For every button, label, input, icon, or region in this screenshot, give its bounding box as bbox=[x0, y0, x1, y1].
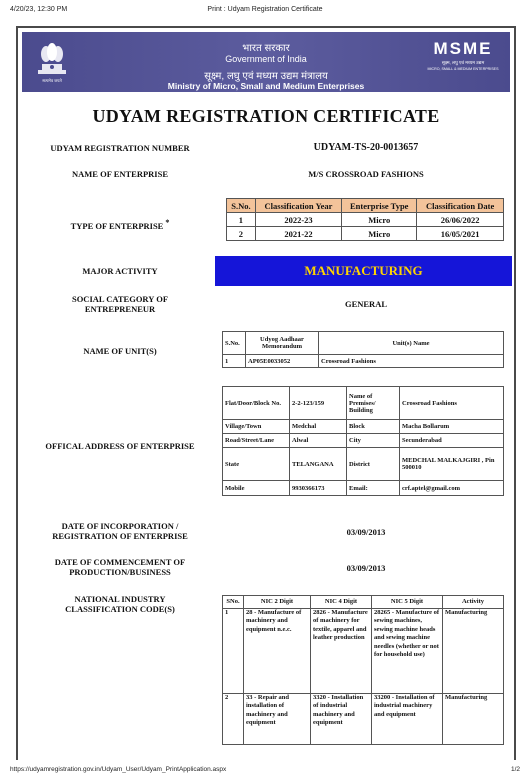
incorporation-label-line2: REGISTRATION OF ENTERPRISE bbox=[52, 531, 188, 541]
classification-header: Classification Date bbox=[417, 199, 504, 213]
enterprise-name-label: NAME OF ENTERPRISE bbox=[71, 169, 169, 179]
state-label: State bbox=[223, 448, 290, 481]
banner-hindi-country: भारत सरकार bbox=[242, 43, 290, 54]
email-value: crf.aptel@gmail.com bbox=[400, 481, 504, 496]
nic-table bbox=[222, 595, 504, 745]
nic-header: SNo. bbox=[223, 596, 244, 609]
msme-logo bbox=[426, 40, 500, 71]
address-label: OFFICAL ADDRESS OF ENTERPRISE bbox=[45, 441, 195, 451]
banner-ministry: Ministry of Micro, Small and Medium Enterprises bbox=[167, 81, 365, 91]
certificate-title: UDYAM REGISTRATION CERTIFICATE bbox=[92, 106, 440, 126]
social-label-line1: SOCIAL CATEGORY OF bbox=[71, 294, 169, 304]
village-label: Village/Town bbox=[223, 420, 290, 434]
flat-value: 2-2-123/159 bbox=[290, 387, 347, 420]
activity-value: MANUFACTURING bbox=[215, 256, 512, 286]
nic-header: NIC 2 Digit bbox=[244, 596, 311, 609]
table-row bbox=[223, 420, 504, 434]
table-row bbox=[223, 387, 504, 420]
table-cell: Micro bbox=[342, 213, 417, 227]
district-value: MEDCHAL MALKAJGIRI , Pin 500010 bbox=[400, 448, 504, 481]
table-row bbox=[223, 355, 504, 368]
classification-table bbox=[226, 198, 504, 241]
nic-label-line1: NATIONAL INDUSTRY bbox=[74, 594, 166, 604]
premises-label: Name of Premises/ Building bbox=[347, 387, 400, 420]
units-header: Unit(s) Name bbox=[319, 332, 504, 355]
table-cell: Manufacturing bbox=[443, 694, 504, 745]
city-value: Secunderabad bbox=[400, 434, 504, 448]
msme-english: MICRO, SMALL & MEDIUM ENTERPRISES bbox=[427, 67, 499, 71]
email-label: Email: bbox=[347, 481, 400, 496]
table-row bbox=[223, 481, 504, 496]
road-value: Alwal bbox=[290, 434, 347, 448]
block-label: Block bbox=[347, 420, 400, 434]
type-label bbox=[22, 218, 218, 231]
emblem-caption: सत्यमेव जयते bbox=[42, 78, 62, 83]
table-cell: 28 - Manufacture of machinery and equipment n.e.c. bbox=[244, 609, 311, 694]
table-cell: 1 bbox=[223, 609, 244, 694]
flat-label: Flat/Door/Block No. bbox=[223, 387, 290, 420]
commencement-label-line2: PRODUCTION/BUSINESS bbox=[69, 567, 171, 577]
table-cell: 2 bbox=[227, 227, 256, 241]
classification-header-row bbox=[227, 199, 504, 213]
mobile-value: 9930366173 bbox=[290, 481, 347, 496]
units-label: NAME OF UNIT(S) bbox=[83, 346, 157, 356]
incorporation-label-line1: DATE OF INCORPORATION / bbox=[61, 521, 179, 531]
city-label: City bbox=[347, 434, 400, 448]
social-category-value: GENERAL bbox=[344, 299, 388, 309]
commencement-date: 03/09/2013 bbox=[346, 563, 386, 573]
table-cell: 2 bbox=[223, 694, 244, 745]
nic-header: NIC 4 Digit bbox=[311, 596, 372, 609]
premises-value: Crossroad Fashions bbox=[400, 387, 504, 420]
nic-header: NIC 5 Digit bbox=[372, 596, 443, 609]
state-value: TELANGANA bbox=[290, 448, 347, 481]
table-cell: 33 - Repair and installation of machinery and equipment bbox=[244, 694, 311, 745]
type-label-text: TYPE OF ENTERPRISE bbox=[70, 220, 164, 231]
certificate bbox=[16, 26, 516, 760]
table-cell: 1 bbox=[223, 355, 246, 368]
table-row bbox=[223, 609, 504, 694]
units-table bbox=[222, 331, 504, 368]
nic-header: Activity bbox=[443, 596, 504, 609]
print-header bbox=[10, 6, 520, 18]
table-row bbox=[223, 448, 504, 481]
print-datetime: 4/20/23, 12:30 PM bbox=[10, 6, 68, 13]
table-row bbox=[223, 434, 504, 448]
banner-govt: Government of India bbox=[225, 54, 307, 64]
table-row bbox=[227, 213, 504, 227]
units-header-row bbox=[223, 332, 504, 355]
print-url: https://udyamregistration.gov.in/Udyam_User/Udyam_PrintApplication.aspx bbox=[10, 766, 227, 773]
incorporation-label bbox=[22, 521, 218, 541]
units-header: S.No. bbox=[223, 332, 246, 355]
commencement-label bbox=[22, 557, 218, 577]
table-cell: Manufacturing bbox=[443, 609, 504, 694]
table-cell: 16/05/2021 bbox=[417, 227, 504, 241]
road-label: Road/Street/Lane bbox=[223, 434, 290, 448]
type-label-star: * bbox=[165, 218, 170, 227]
units-header: Udyog Aadhaar Memorandum bbox=[246, 332, 319, 355]
enterprise-name-value: M/S CROSSROAD FASHIONS bbox=[308, 169, 424, 179]
nic-header-row bbox=[223, 596, 504, 609]
banner-hindi-ministry: सूक्ष्म, लघु एवं मध्यम उद्यम मंत्रालय bbox=[204, 71, 328, 82]
reg-no-label: UDYAM REGISTRATION NUMBER bbox=[50, 143, 190, 153]
table-cell: 33200 - Installation of industrial machinery and equipment bbox=[372, 694, 443, 745]
village-value: Medchal bbox=[290, 420, 347, 434]
msme-logo-text: MSME bbox=[433, 39, 493, 58]
table-cell: 3320 - Installation of industrial machinery and equipment bbox=[311, 694, 372, 745]
reg-no-value: UDYAM-TS-20-0013657 bbox=[313, 142, 419, 153]
print-footer bbox=[10, 766, 520, 776]
table-cell: 2826 - Manufacture of machinery for textile, apparel and leather production bbox=[311, 609, 372, 694]
table-cell: AP05E0033052 bbox=[246, 355, 319, 368]
nic-label bbox=[22, 594, 218, 614]
classification-header: Enterprise Type bbox=[342, 199, 417, 213]
print-page-number: 1/2 bbox=[510, 766, 520, 773]
ministry-banner bbox=[22, 32, 510, 92]
social-category-label bbox=[22, 294, 218, 314]
mobile-label: Mobile bbox=[223, 481, 290, 496]
table-cell: 2021-22 bbox=[255, 227, 341, 241]
table-row bbox=[227, 227, 504, 241]
social-label-line2: ENTREPRENEUR bbox=[84, 304, 156, 314]
district-label: District bbox=[347, 448, 400, 481]
commencement-label-line1: DATE OF COMMENCEMENT OF bbox=[54, 557, 186, 567]
table-row bbox=[223, 694, 504, 745]
block-value: Macha Bollarum bbox=[400, 420, 504, 434]
nic-label-line2: CLASSIFICATION CODE(S) bbox=[65, 604, 175, 614]
classification-header: Classification Year bbox=[255, 199, 341, 213]
table-cell: Micro bbox=[342, 227, 417, 241]
table-cell: 1 bbox=[227, 213, 256, 227]
table-cell: 28265 - Manufacture of sewing machines, sewing machine heads and sewing machine needles (whether or not for household use) bbox=[372, 609, 443, 694]
table-cell: Crossroad Fashions bbox=[319, 355, 504, 368]
activity-label: MAJOR ACTIVITY bbox=[82, 266, 158, 276]
table-cell: 2022-23 bbox=[255, 213, 341, 227]
address-table bbox=[222, 386, 504, 496]
print-title: Print : Udyam Registration Certificate bbox=[207, 6, 323, 13]
classification-header: S.No. bbox=[227, 199, 256, 213]
incorporation-date: 03/09/2013 bbox=[346, 527, 386, 537]
table-cell: 26/06/2022 bbox=[417, 213, 504, 227]
msme-hindi: सूक्ष्म, लघु एवं मध्यम उद्यम bbox=[441, 60, 485, 65]
